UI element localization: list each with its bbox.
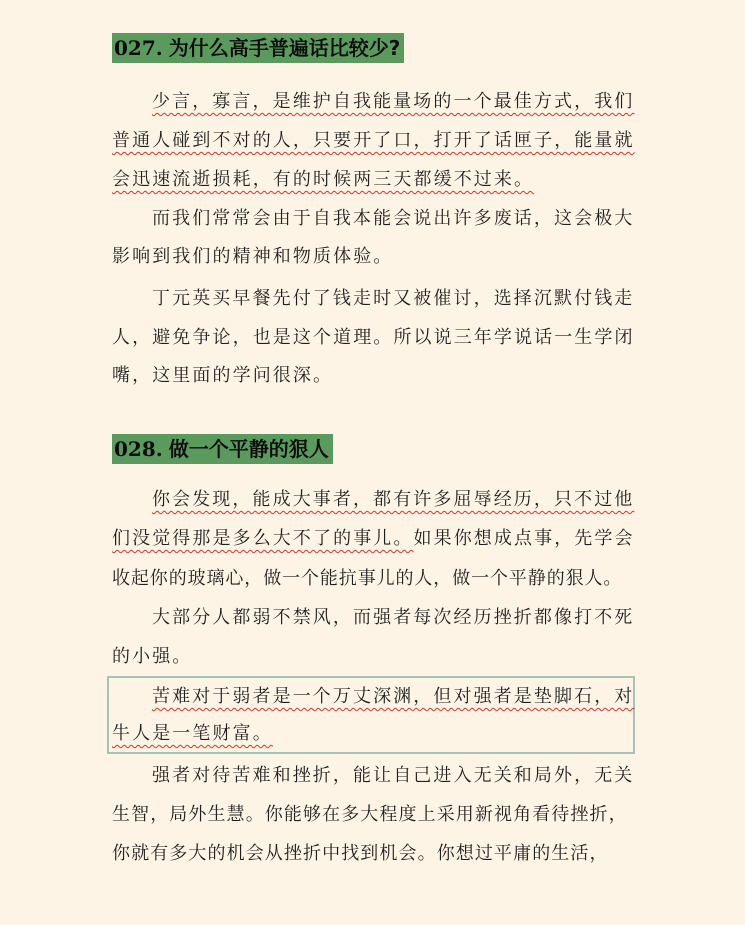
paragraph-line: 的小强。: [112, 646, 193, 667]
paragraph-line: [152, 486, 634, 514]
paragraph-line: 收起你的玻璃心，做一个能抗事儿的人，做一个平静的狠人。: [112, 568, 623, 589]
paragraph-text: 如果你想成点事，先学会: [413, 528, 635, 549]
paragraph-line: [112, 127, 635, 155]
section-028-heading: [112, 434, 333, 464]
paragraph-line: [112, 720, 273, 748]
paragraph-line: [152, 683, 634, 711]
paragraph-line: 影响到我们的精神和物质体验。: [112, 246, 394, 267]
paragraph-line: 嘴，这里面的学问很深。: [112, 365, 334, 386]
paragraph-line: 而我们常常会由于自我本能会说出许多废话，这会极大: [152, 208, 635, 229]
highlighted-text: 普通人碰到不对的人，只要开了口，打开了话匣子，能量就: [112, 130, 635, 151]
section-title-text: 为什么高手普遍话比较少?: [168, 36, 401, 60]
paragraph-line: 生智，局外生慧。你能够在多大程度上采用新视角看待挫折，: [112, 804, 628, 825]
paragraph-line: 你就有多大的机会从挫折中找到机会。你想过平庸的生活，: [112, 843, 609, 864]
paragraph-line: 强者对待苦难和挫折，能让自己进入无关和局外，无关: [152, 765, 635, 786]
paragraph-line: 人，避免争论，也是这个道理。所以说三年学说话一生学闭: [112, 327, 635, 348]
paragraph-line: [112, 525, 635, 553]
section-title-text: 做一个平静的狠人: [168, 437, 329, 461]
highlighted-text: 少言，寡言，是维护自我能量场的一个最佳方式，我们: [152, 91, 635, 112]
highlighted-text: 你会发现，能成大事者，都有许多屈辱经历，只不过他: [152, 489, 635, 510]
highlighted-text: 们没觉得那是多么大不了的事儿。: [112, 528, 414, 549]
section-number: 028.: [114, 437, 163, 461]
paragraph-line: [112, 166, 534, 194]
highlighted-text: 牛人是一笔财富。: [112, 723, 273, 744]
paragraph-line: [152, 88, 634, 116]
highlighted-text: 苦难对于弱者是一个万丈深渊，但对强者是垫脚石，对: [152, 686, 635, 707]
paragraph-line: 丁元英买早餐先付了钱走时又被催讨，选择沉默付钱走: [152, 288, 635, 309]
paragraph-line: 大部分人都弱不禁风，而强者每次经历挫折都像打不死: [152, 607, 635, 628]
section-027-heading: [112, 33, 404, 63]
section-number: 027.: [114, 36, 163, 60]
highlighted-text: 会迅速流逝损耗，有的时候两三天都缓不过来。: [112, 169, 535, 190]
